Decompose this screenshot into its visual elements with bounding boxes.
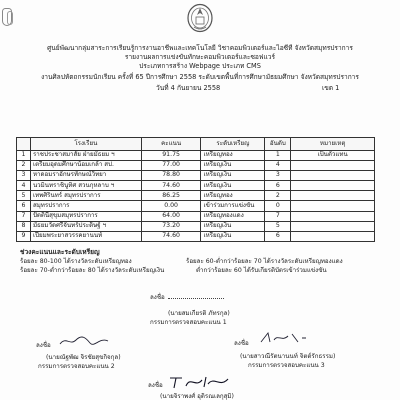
paperclip-icon (2, 8, 12, 26)
row-number: 9 (17, 231, 31, 241)
handwritten-signature-2 (58, 334, 110, 348)
note: เป็นตัวแทน (291, 151, 375, 161)
note (291, 171, 375, 181)
medal: เหรียญเงิน (201, 171, 265, 181)
rank: 1 (265, 151, 291, 161)
medal: เหรียญเงิน (201, 181, 265, 191)
signer-name-1: (นายสมเกียรติ ภัทรกุล) (168, 310, 230, 317)
row-number: 2 (17, 161, 31, 171)
report-title: รายงานผลการแข่งขันทักษะคอมพิวเตอร์และซอฟแวร์ (124, 53, 276, 61)
score: 78.80 (141, 171, 201, 181)
table-row (17, 181, 375, 191)
center-name: ศูนย์พัฒนากลุ่มสาระการเรียนรู้การงานอาชีพและเทคโนโลยี วิชาคอมพิวเตอร์และไอซีที จังหวัดสมุทรปราการ (47, 44, 353, 52)
note (291, 211, 375, 221)
table-row (17, 171, 375, 181)
medal: เหรียญทอง (201, 151, 265, 161)
medal: เหรียญเงิน (201, 221, 265, 231)
row-number: 5 (17, 191, 31, 201)
results-table (16, 137, 375, 242)
school-name: สมุทรปราการ (30, 201, 141, 211)
medal: เข้าร่วมการแข่งขัน (201, 201, 265, 211)
rank: 6 (265, 231, 291, 241)
school-name: เปี่ยมพระยาสวรรคยานนท์ (30, 231, 141, 241)
criteria-bronze: ร้อยละ 60-ต่ำกว่าร้อยละ 70 ได้รางวัลระดับเหรียญทองแดง (186, 258, 343, 265)
score: 64.00 (141, 211, 201, 221)
column-header: อันดับ (265, 138, 291, 151)
school-emblem-icon (186, 3, 214, 33)
signer-role-3: กรรมการตรวจสอบคะแนน 3 (248, 362, 325, 369)
handwritten-signature-3 (258, 330, 308, 346)
rank: 3 (265, 171, 291, 181)
row-number: 4 (17, 181, 31, 191)
event-name: งานศิลปหัตถกรรมนักเรียน ครั้งที่ 65 ปีการศึกษา 2558 ระดับเขตพื้นที่การศึกษามัธยมศึกษา จังหวัดสมุทรปราการ (41, 73, 359, 81)
criteria-gold: ร้อยละ 80-100 ได้รางวัลระดับเหรียญทอง (20, 258, 132, 265)
medal: เหรียญทองแดง (201, 211, 265, 221)
criteria-silver: ร้อยละ 70-ต่ำกว่าร้อยละ 80 ได้รางวัลระดับเหรียญเงิน (20, 267, 165, 274)
score: 77.00 (141, 161, 201, 171)
medal: เหรียญเงิน (201, 161, 265, 171)
signer-name-4: (นายจิราพงศ์ อุดิรณเลกุสุมิ) (160, 393, 234, 400)
table-row (17, 231, 375, 241)
rank: 2 (265, 191, 291, 201)
rank: 6 (265, 181, 291, 191)
score: 91.75 (141, 151, 201, 161)
signature-line-3: ลงชื่อ (234, 340, 249, 347)
note (291, 221, 375, 231)
school-name: มัธยมวัดศรีจันทร์ประดิษฐ์ ฯ (30, 221, 141, 231)
table-row (17, 191, 375, 201)
column-header: หมายเหตุ (291, 138, 375, 151)
rank: 4 (265, 161, 291, 171)
signer-role-1: กรรมการตรวจสอบคะแนน 1 (150, 319, 227, 326)
school-name: ปัตตินีสุขุมสมุทรปราการ (30, 211, 141, 221)
table-row (17, 201, 375, 211)
school-name: เทพศิรินทร์ สมุทรปราการ (30, 191, 141, 201)
criteria-participate: ต่ำกว่าร้อยละ 60 ได้รับเกียรติบัตรเข้าร่วมแข่งขัน (196, 267, 327, 274)
column-header: ระดับเหรียญ (201, 138, 265, 151)
table-row (17, 161, 375, 171)
school-name: เตรียมอุดมศึกษาน้อมเกล้า สป. (30, 161, 141, 171)
rank: 0 (265, 201, 291, 211)
score: 74.60 (141, 181, 201, 191)
signer-name-3: (นายสาวณีรัตนานนท์ จิตต์รักธรรม) (240, 353, 336, 360)
column-header (17, 138, 31, 151)
district-label: เขต 1 (322, 84, 340, 92)
row-number: 3 (17, 171, 31, 181)
criteria-title: ช่วงคะแนนและระดับเหรียญ (20, 248, 100, 256)
rank: 7 (265, 211, 291, 221)
signature-line-2: ลงชื่อ (36, 342, 51, 349)
signer-role-2: กรรมการตรวจสอบคะแนน 2 (38, 363, 115, 370)
medal: เหรียญเงิน (201, 231, 265, 241)
signer-name-2: (นายณัฐพัฒ จิรชัยสุขกิจกุล) (46, 354, 121, 361)
school-name: ราชประชาสมาสัย ฝ่ายมัธยม ฯ (30, 151, 141, 161)
column-header: โรงเรียน (30, 138, 141, 151)
school-name: หาดอมราอักษรทักษณ์วิทยา (30, 171, 141, 181)
note (291, 161, 375, 171)
note (291, 201, 375, 211)
score: 86.25 (141, 191, 201, 201)
note (291, 191, 375, 201)
row-number: 6 (17, 201, 31, 211)
report-date: วันที่ 4 กันยายน 2558 (156, 84, 221, 92)
score: 0.00 (141, 201, 201, 211)
table-row (17, 151, 375, 161)
table-row (17, 221, 375, 231)
rank: 5 (265, 221, 291, 231)
school-name: นวมินทราชินูทิศ สวนกุหลาบ ฯ (30, 181, 141, 191)
row-number: 1 (17, 151, 31, 161)
table-row (17, 211, 375, 221)
score: 74.60 (141, 231, 201, 241)
note (291, 181, 375, 191)
column-header: คะแนน (141, 138, 201, 151)
signature-line-4: ลงชื่อ (148, 382, 163, 389)
medal: เหรียญทอง (201, 191, 265, 201)
row-number: 8 (17, 221, 31, 231)
competition-type: ประเภทการสร้าง Webpage ประเภท CMS (139, 62, 261, 70)
signature-line-1: ลงชื่อ (150, 292, 224, 302)
note (291, 231, 375, 241)
handwritten-signature-4 (168, 374, 230, 390)
table-header-row (17, 138, 375, 151)
row-number: 7 (17, 211, 31, 221)
score: 73.20 (141, 221, 201, 231)
